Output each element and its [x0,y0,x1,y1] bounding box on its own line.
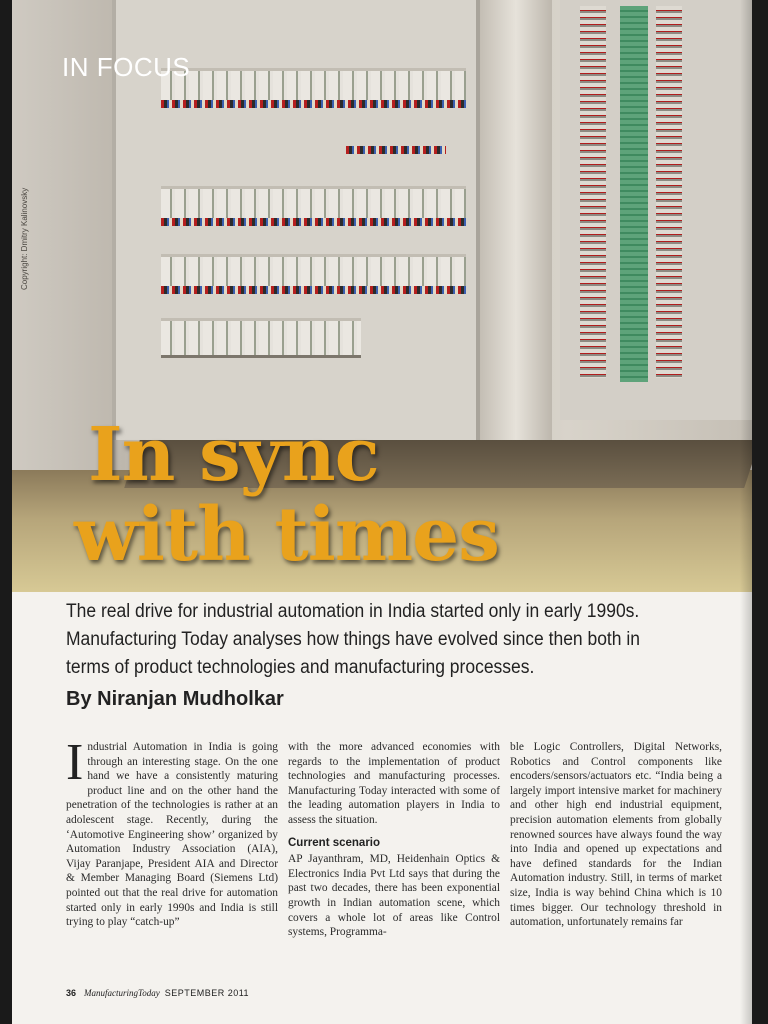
article-text: ndustrial Automation in India is going through an interesting stage. On the one hand we have a consistently maturing product line and on the other hand the penetration of the technologies is rather at an adolescent stage. Recently, during the ‘Automotive Engineering show’ organized by Automation Industry Association (AIA), Vijay Paranjape, President AIA and Director & Member Managing Board (Siemens Ltd) pointed out that the real drive for automation started only in early 1990s and India is still trying to play “catch-up” [66,741,278,929]
standfirst: The real drive for industrial automation in India started only in early 1990s. Manufacturing Today analyses how things have evolved since then both in terms of product technologies and manufacturing processes. [66,601,640,678]
drop-cap: I [66,734,84,791]
terminal-column [656,6,682,378]
terminal-column [580,6,606,378]
headline [72,412,499,578]
page-fold-shadow [740,0,752,1024]
article-column-3 [510,740,722,930]
terminal-column-green [620,6,648,382]
magazine-page [12,0,752,1024]
wire-band [161,100,466,108]
wire-band [161,286,466,294]
cabinet-right-panel [560,0,752,420]
magazine-name: ManufacturingToday [84,988,160,998]
wire-band [161,218,466,226]
headline-line-1: In sync [88,412,379,498]
terminal-rail [161,318,361,358]
photo-credit: Copyright: Dmitry Kalinovsky [20,187,29,290]
wire-band [346,146,446,154]
page-number: 36 [66,988,77,998]
page-footer [66,988,249,998]
byline: By Niranjan Mudholkar [66,688,284,710]
article-text: with the more advanced economies with regards to the implementation of product technologies and manufacturing processes. Manufacturing Today interacted with some of the leading automation players in India to assess the situation. [288,741,500,826]
control-cabinet-photo [12,0,752,592]
section-label: IN FOCUS [62,52,191,82]
article-text: ble Logic Controllers, Digital Networks, Robotics and Control components like encoders/sensors/actuators etc. “India being a largely import intensive market for machinery and other high end industrial equipment, precision automation elements from globally renowned sources have always found the way into India and opened up expectations and have defined standards for the Indian Automation industry. Still, in terms of market size, India is way behind China which is 10 times bigger. Our technology threshold in automation, unfortunately remains far [510,741,722,929]
cabinet-door [480,0,552,470]
article-column-1 [66,734,278,930]
headline-line-2: with times [74,492,499,578]
subheading: Current scenario [288,836,381,849]
article-text: AP Jayanthram, MD, Heidenhain Optics & Electronics India Pvt Ltd says that during the past two decades, there has been exponential growth in Indian automation scene, which covers a whole lot of areas like Control systems, Programma- [288,853,500,939]
issue-date: SEPTEMBER 2011 [164,988,250,998]
article-column-2 [288,740,500,940]
